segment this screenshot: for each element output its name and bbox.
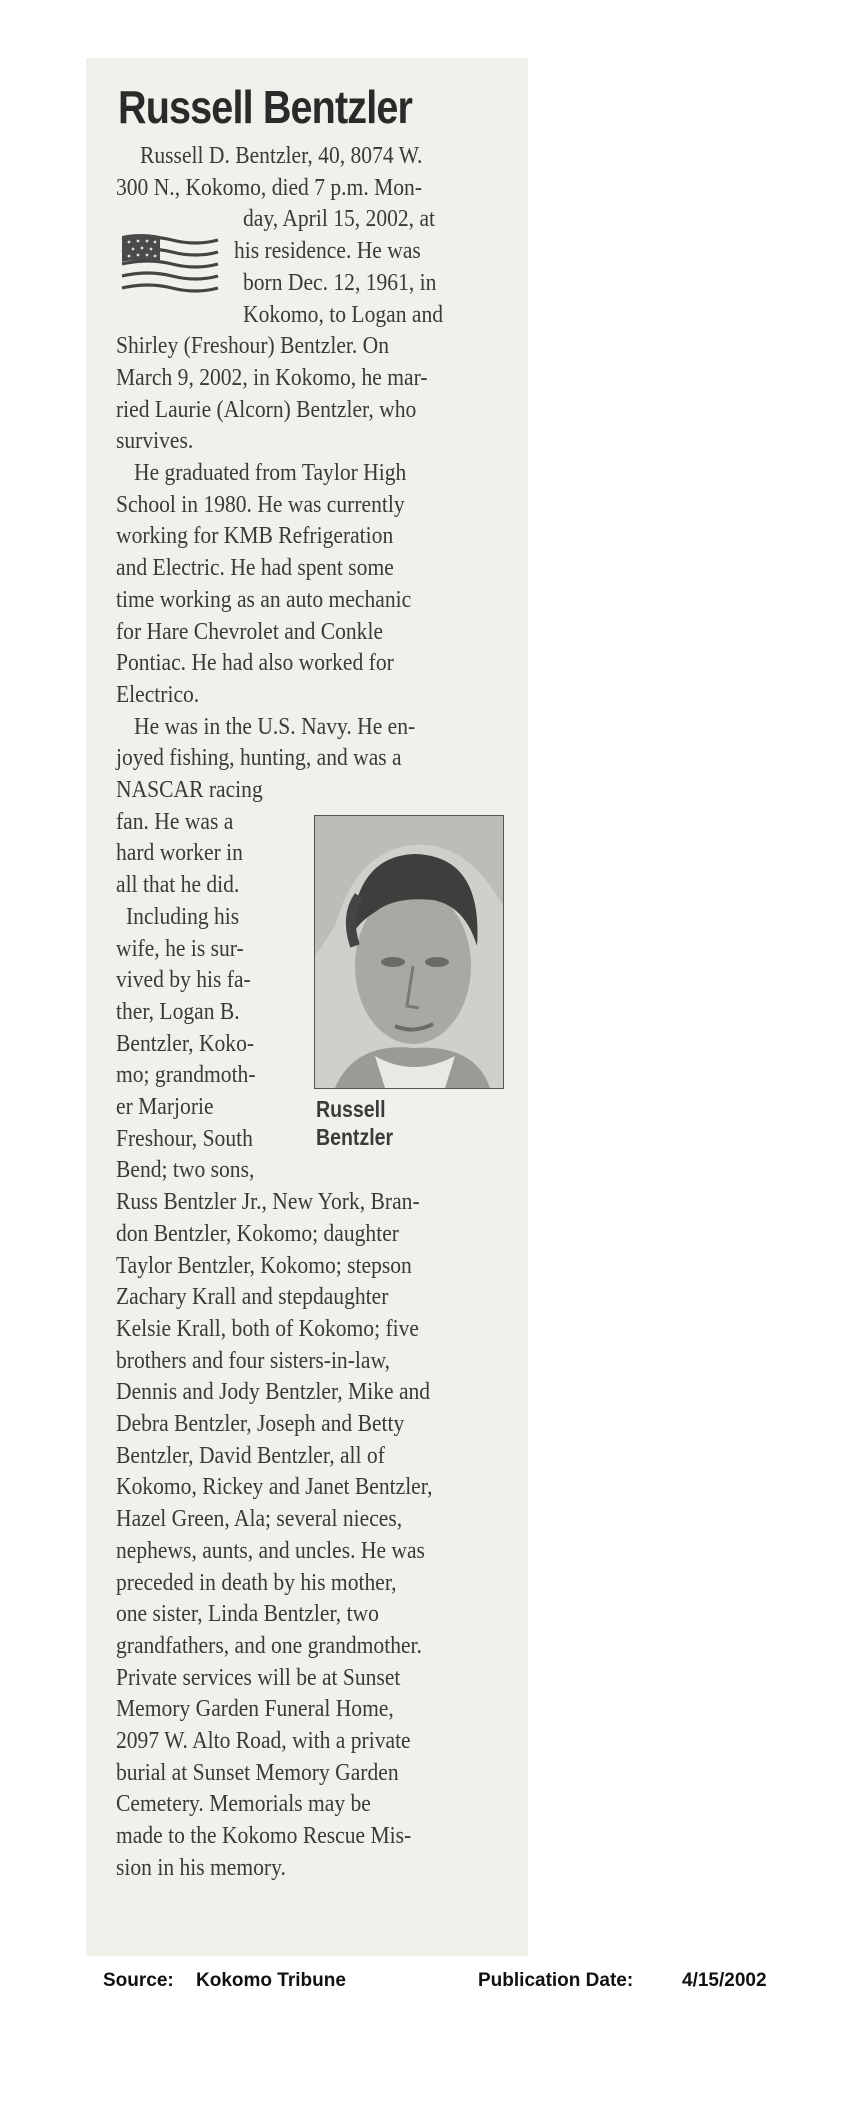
obituary-line: sion in his memory.: [116, 1853, 286, 1881]
obituary-line: Private services will be at Sunset: [116, 1663, 401, 1691]
obituary-line: grandfathers, and one grandmother.: [116, 1631, 422, 1659]
obituary-line: nephews, aunts, and uncles. He was: [116, 1536, 425, 1564]
obituary-line: for Hare Chevrolet and Conkle: [116, 617, 384, 645]
obituary-line: ried Laurie (Alcorn) Bentzler, who: [116, 395, 417, 423]
obituary-line: brothers and four sisters-in-law,: [116, 1346, 391, 1374]
obituary-line: day, April 15, 2002, at: [243, 205, 436, 233]
obituary-line: preceded in death by his mother,: [116, 1568, 397, 1596]
obituary-line: fan. He was a: [116, 807, 234, 835]
obituary-line: Kokomo, to Logan and: [243, 300, 444, 328]
obituary-line: Bend; two sons,: [116, 1156, 255, 1184]
obituary-line: He graduated from Taylor High: [134, 459, 407, 486]
obituary-line: er Marjorie: [116, 1093, 214, 1120]
obituary-line: hard worker in: [116, 839, 243, 867]
publication-date-value: 4/15/2002: [682, 1970, 767, 1991]
obituary-line: Russell D. Bentzler, 40, 8074 W.: [140, 142, 423, 169]
obituary-line: Hazel Green, Ala; several nieces,: [116, 1505, 403, 1533]
obituary-line: Memory Garden Funeral Home,: [116, 1695, 394, 1723]
obituary-line: wife, he is sur-: [116, 934, 244, 962]
obituary-line: ther, Logan B.: [116, 997, 240, 1025]
obituary-line: time working as an auto mechanic: [116, 585, 412, 613]
obituary-line: NASCAR racing: [116, 776, 263, 803]
obituary-line: joyed fishing, hunting, and was a: [116, 744, 402, 772]
source-value: Kokomo Tribune: [196, 1970, 346, 1991]
obituary-line: 2097 W. Alto Road, with a private: [116, 1727, 411, 1754]
source-label: Source:: [103, 1970, 174, 1991]
obituary-line: Including his: [126, 902, 240, 930]
obituary-line: Taylor Bentzler, Kokomo; stepson: [116, 1251, 412, 1279]
obituary-line: Bentzler, David Bentzler, all of: [116, 1441, 385, 1469]
obituary-line: Kelsie Krall, both of Kokomo; five: [116, 1314, 419, 1342]
obituary-line: Zachary Krall and stepdaughter: [116, 1283, 389, 1311]
obituary-line: born Dec. 12, 1961, in: [243, 268, 437, 296]
obituary-line: Debra Bentzler, Joseph and Betty: [116, 1410, 405, 1437]
obituary-line: and Electric. He had spent some: [116, 554, 394, 582]
publication-date-label: Publication Date:: [478, 1970, 634, 1991]
obituary-line: School in 1980. He was currently: [116, 490, 405, 518]
obituary-line: He was in the U.S. Navy. He en-: [134, 712, 416, 740]
obituary-line: Bentzler, Koko-: [116, 1029, 255, 1057]
obituary-line: mo; grandmoth-: [116, 1061, 256, 1089]
obituary-line: Shirley (Freshour) Bentzler. On: [116, 332, 390, 360]
obituary-line: 300 N., Kokomo, died 7 p.m. Mon-: [116, 173, 423, 201]
obituary-line: March 9, 2002, in Kokomo, he mar-: [116, 363, 428, 391]
obituary-line: burial at Sunset Memory Garden: [116, 1758, 399, 1786]
obituary-line: Freshour, South: [116, 1124, 253, 1152]
obituary-line: Cemetery. Memorials may be: [116, 1790, 371, 1818]
obituary-line: one sister, Linda Bentzler, two: [116, 1600, 379, 1628]
portrait-photo: [314, 815, 504, 1089]
obituary-line: Russ Bentzler Jr., New York, Bran-: [116, 1188, 420, 1216]
obituary-line: Kokomo, Rickey and Janet Bentzler,: [116, 1473, 433, 1501]
obituary-line: Dennis and Jody Bentzler, Mike and: [116, 1378, 431, 1406]
obituary-line: all that he did.: [116, 871, 240, 899]
obituary-line: Pontiac. He had also worked for: [116, 649, 394, 677]
obituary-line: his residence. He was: [234, 237, 421, 265]
obituary-line: vived by his fa-: [116, 966, 251, 994]
obituary-line: made to the Kokomo Rescue Mis-: [116, 1822, 412, 1850]
photo-caption-last-name: Bentzler: [316, 1124, 394, 1150]
obituary-line: working for KMB Refrigeration: [116, 522, 394, 550]
obituary-headline: Russell Bentzler: [118, 81, 413, 133]
obituary-line: Electrico.: [116, 680, 200, 708]
obituary-line: survives.: [116, 427, 194, 455]
obituary-line: don Bentzler, Kokomo; daughter: [116, 1219, 399, 1247]
american-flag-icon: [120, 232, 220, 298]
photo-caption-first-name: Russell: [316, 1096, 386, 1122]
